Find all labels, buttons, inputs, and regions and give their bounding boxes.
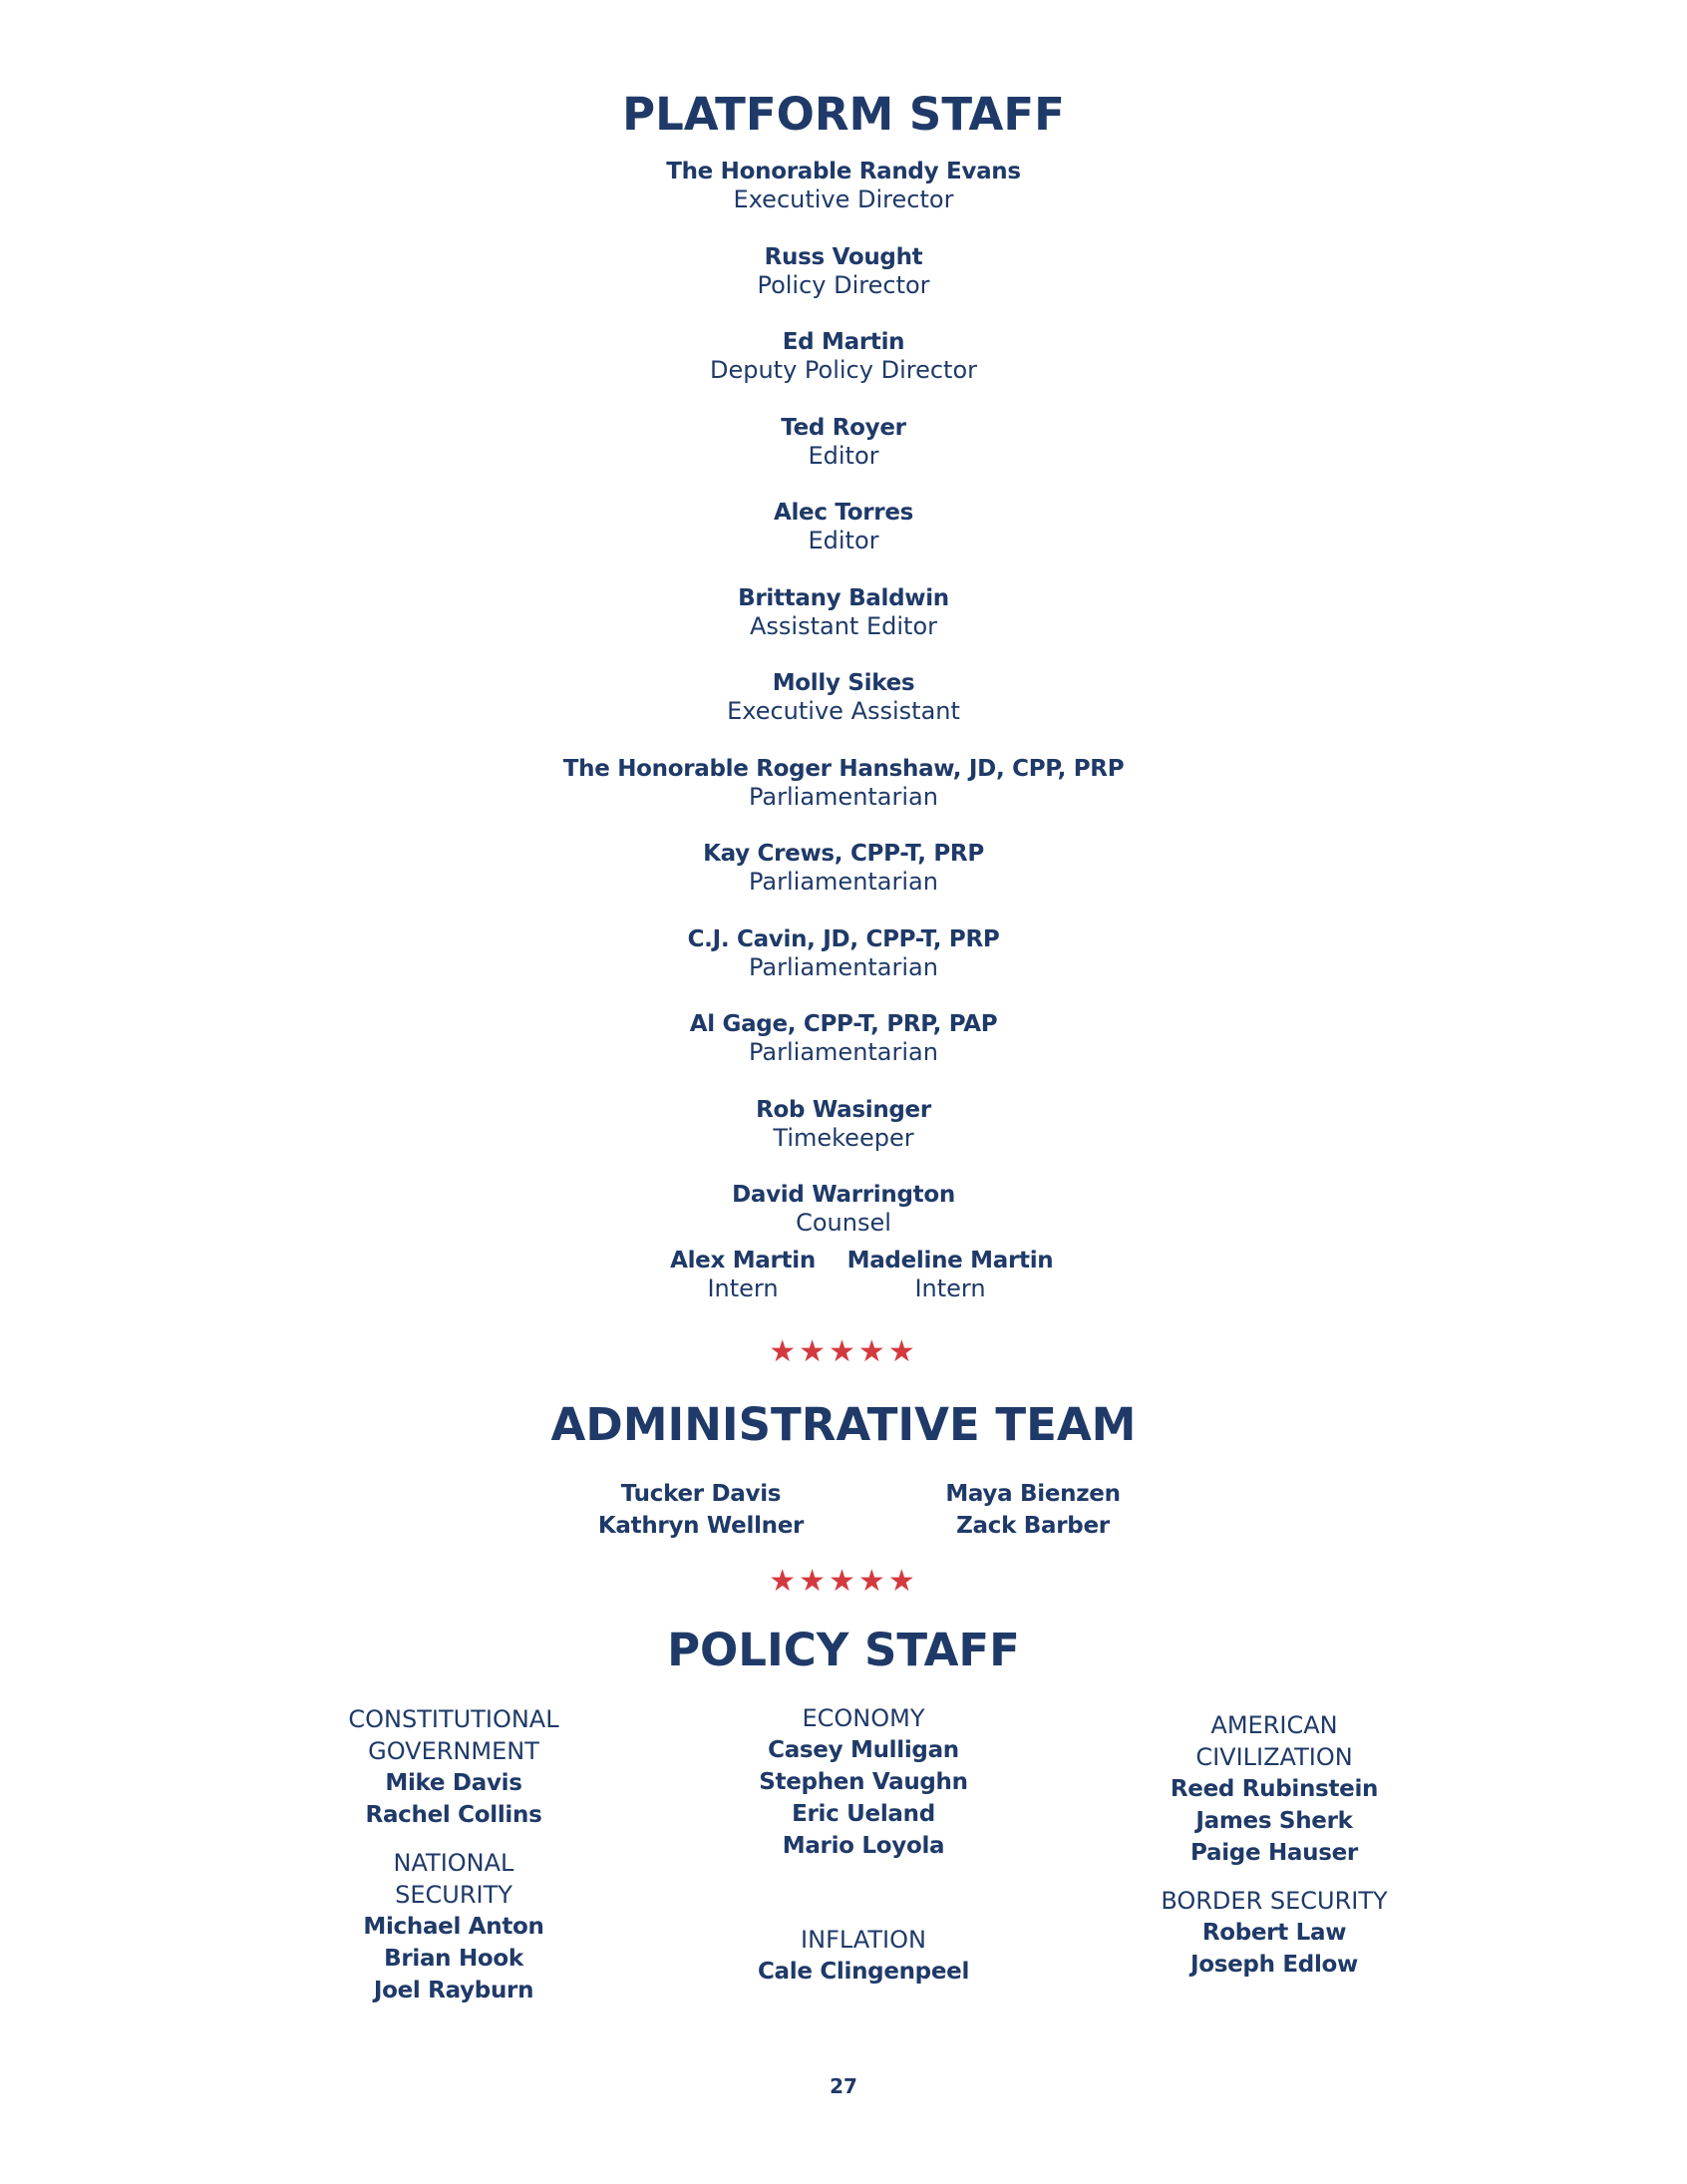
policy-member: Stephen Vaughn xyxy=(759,1769,968,1795)
staff-role: Parliamentarian xyxy=(749,782,938,811)
staff-role: Counsel xyxy=(796,1209,891,1237)
policy-middle-column-inflation xyxy=(714,1924,1013,1988)
category-label: ECONOMY xyxy=(802,1704,925,1732)
staff-role: Editor xyxy=(808,527,879,554)
staff-role: Policy Director xyxy=(757,270,930,299)
staff-role: Parliamentarian xyxy=(749,868,938,896)
category-label: AMERICAN xyxy=(1210,1711,1338,1739)
staff-entry xyxy=(0,584,1687,670)
policy-member: Robert Law xyxy=(1201,1920,1347,1946)
administrative-team-heading: ADMINISTRATIVE TEAM xyxy=(550,1398,1137,1451)
platform-staff-list xyxy=(0,158,1687,1267)
category-label: INFLATION xyxy=(801,1926,926,1954)
admin-member: Tucker Davis xyxy=(620,1481,782,1507)
category-label: BORDER SECURITY xyxy=(1161,1887,1388,1915)
policy-member: Mario Loyola xyxy=(782,1833,945,1859)
policy-member: James Sherk xyxy=(1195,1808,1353,1834)
intern-entry xyxy=(623,1247,862,1303)
page-number: 27 xyxy=(830,2074,857,2098)
staff-entry xyxy=(0,925,1687,1011)
staff-role: Timekeeper xyxy=(773,1123,914,1152)
admin-team-right-column xyxy=(883,1478,1182,1542)
staff-name: Alec Torres xyxy=(773,500,914,526)
policy-member: Joseph Edlow xyxy=(1189,1952,1358,1978)
policy-member: Eric Ueland xyxy=(792,1801,935,1827)
staff-role: Parliamentarian xyxy=(749,952,938,981)
staff-name: Russ Vought xyxy=(764,243,923,270)
policy-member: Rachel Collins xyxy=(365,1802,542,1828)
intern-name: Madeline Martin xyxy=(846,1248,1054,1274)
policy-member: Paige Hauser xyxy=(1190,1840,1358,1866)
staff-name: The Honorable Randy Evans xyxy=(666,159,1021,184)
staff-role: Assistant Editor xyxy=(750,611,937,640)
admin-team-left-column xyxy=(551,1478,850,1542)
policy-middle-column xyxy=(714,1702,1013,1862)
staff-entry xyxy=(0,499,1687,584)
category-label: GOVERNMENT xyxy=(368,1737,539,1765)
policy-member: Casey Mulligan xyxy=(768,1737,959,1763)
staff-entry xyxy=(0,158,1687,243)
staff-entry xyxy=(0,328,1687,414)
staff-name: Al Gage, CPP-T, PRP, PAP xyxy=(689,1011,998,1037)
staff-role: Deputy Policy Director xyxy=(709,356,977,384)
staff-name: Ed Martin xyxy=(782,329,905,355)
policy-member: Joel Rayburn xyxy=(373,1978,534,2003)
intern-entry xyxy=(831,1247,1070,1303)
staff-name: Rob Wasinger xyxy=(756,1096,931,1123)
staff-entry xyxy=(0,243,1687,329)
staff-entry xyxy=(0,669,1687,755)
staff-role: Executive Assistant xyxy=(727,697,960,725)
policy-left-column xyxy=(304,1703,603,2006)
staff-role: Parliamentarian xyxy=(749,1038,938,1066)
policy-member: Brian Hook xyxy=(384,1946,523,1972)
policy-member: Reed Rubinstein xyxy=(1170,1776,1379,1802)
policy-right-column xyxy=(1125,1709,1424,1981)
intern-role: Intern xyxy=(914,1274,986,1302)
staff-entry xyxy=(0,1096,1687,1182)
staff-name: David Warrington xyxy=(732,1182,955,1208)
category-label: SECURITY xyxy=(395,1881,512,1909)
policy-staff-heading: POLICY STAFF xyxy=(667,1624,1020,1676)
staff-role: Executive Director xyxy=(733,185,954,213)
staff-entry xyxy=(0,1010,1687,1096)
intern-name: Alex Martin xyxy=(670,1248,816,1274)
policy-member: Mike Davis xyxy=(385,1770,522,1796)
staff-name: Ted Royer xyxy=(781,414,906,441)
staff-name: Brittany Baldwin xyxy=(738,584,949,611)
star-divider: ★★★★★ xyxy=(769,1334,918,1369)
admin-member: Zack Barber xyxy=(956,1513,1110,1539)
category-label: NATIONAL xyxy=(393,1849,514,1877)
policy-member: Michael Anton xyxy=(363,1914,544,1940)
policy-member: Cale Clingenpeel xyxy=(757,1959,970,1985)
staff-name: Kay Crews, CPP-T, PRP xyxy=(703,841,984,867)
category-label: CIVILIZATION xyxy=(1195,1743,1353,1771)
star-divider: ★★★★★ xyxy=(769,1564,918,1599)
staff-role: Editor xyxy=(808,441,879,470)
admin-member: Kathryn Wellner xyxy=(597,1513,805,1539)
admin-member: Maya Bienzen xyxy=(945,1481,1121,1507)
staff-entry xyxy=(0,755,1687,841)
staff-name: Molly Sikes xyxy=(772,670,915,696)
staff-entry xyxy=(0,414,1687,500)
intern-role: Intern xyxy=(707,1274,779,1302)
category-label: CONSTITUTIONAL xyxy=(348,1705,559,1733)
staff-name: C.J. Cavin, JD, CPP-T, PRP xyxy=(687,925,1000,952)
platform-staff-heading: PLATFORM STAFF xyxy=(622,88,1065,141)
staff-entry xyxy=(0,840,1687,925)
staff-name: The Honorable Roger Hanshaw, JD, CPP, PRP xyxy=(562,755,1125,782)
